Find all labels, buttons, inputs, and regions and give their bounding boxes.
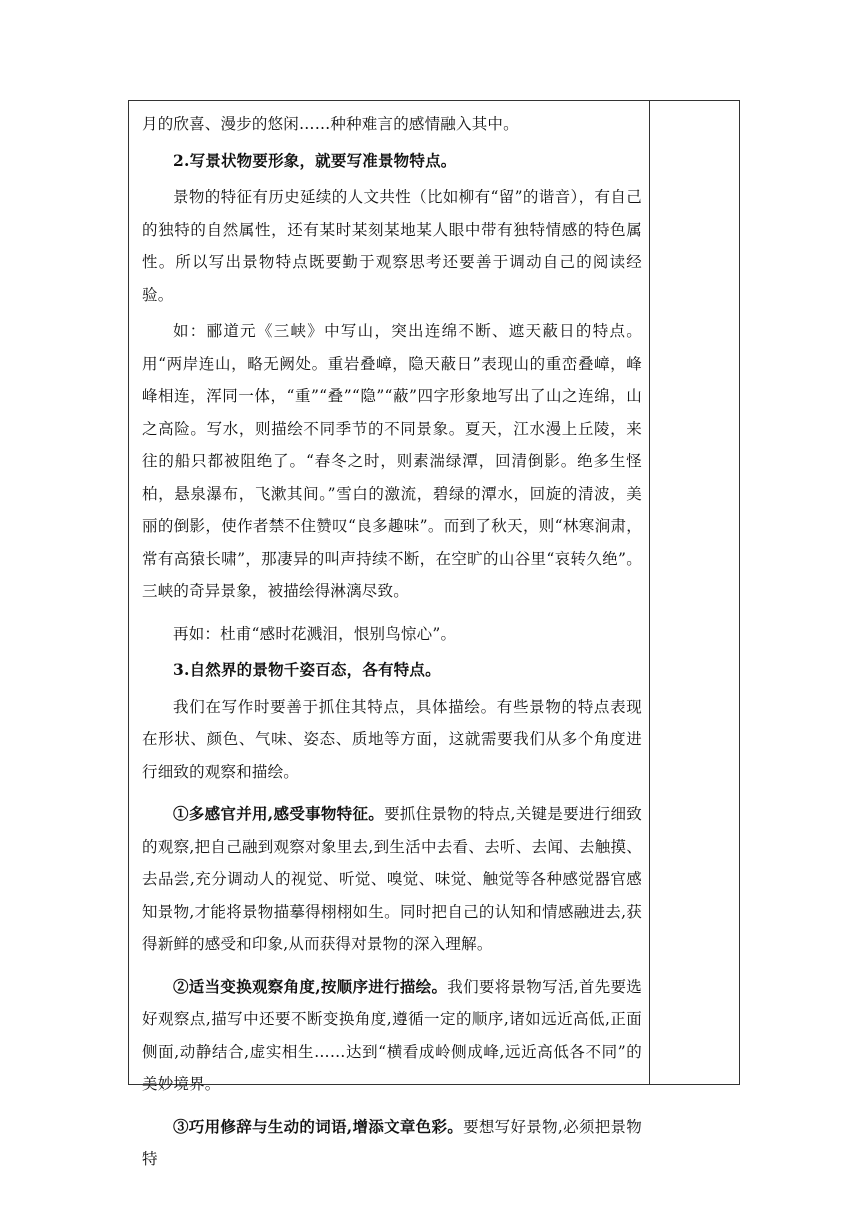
table-column-divider <box>649 100 650 1085</box>
paragraph-text: 我们在写作时要善于抓住其特点，具体描绘。有些景物的特点表现在形状、颜色、气味、姿态、质地等方面，这就需要我们从多个角度进行细致的观察和描绘。 <box>142 697 642 781</box>
paragraph-point-3 <box>142 1111 642 1176</box>
paragraph-text: 景物的特征有历史延续的人文共性（比如柳有“留”的谐音），有自己的独特的自然属性，还有某时某刻某地某人眼中带有独特情感的特色属性。所以写出景物特点既要勤于观察思考还要善于调动自己的阅读经验。 <box>142 188 642 304</box>
paragraph-text: 月的欣喜、漫步的悠闲……种种难言的感情融入其中。 <box>142 115 519 133</box>
paragraph-example-dufu <box>142 618 642 651</box>
heading-text: 3.自然界的景物千姿百态，各有特点。 <box>173 660 441 679</box>
paragraph-text: 要想写好景物,必须把景物特 <box>142 1117 642 1168</box>
paragraph-point-1 <box>142 798 642 961</box>
paragraph-continuation <box>142 108 642 141</box>
paragraph-text: 要抓住景物的特点,关键是要进行细致的观察,把自己融到观察对象里去,到生活中去看、去听、去闻、去触摸、去品尝,充分调动人的视觉、听觉、嗅觉、味觉、触觉等各种感觉器官感知景物,才能将景物描摹得栩栩如生。同时把自己的认知和情感融进去,获得新鲜的感受和印象,从而获得对景物的深入理解。 <box>142 805 642 953</box>
paragraph-point-2 <box>142 971 642 1101</box>
paragraph-example-sanxia <box>142 315 642 608</box>
paragraph-text: 再如：杜甫“感时花溅泪，恨别鸟惊心”。 <box>173 624 457 643</box>
paragraph-text: 如：郦道元《三峡》中写山，突出连绵不断、遮天蔽日的特点。用“两岸连山，略无阙处。重岩叠嶂，隐天蔽日”表现山的重峦叠嶂，峰峰相连，浑同一体，“重”“叠”“隐”“蔽”四字形象地写出了山之连绵，山之高险。写水，则描绘不同季节的不同景象。夏天，江水漫上丘陵，来往的船只都被阻绝了。“春冬之时，则素湍绿潭，回清倒影。绝多生怪柏，悬泉瀑布，飞漱其间。”雪白的激流，碧绿的潭水，回旋的清波，美丽的倒影，使作者禁不住赞叹“良多趣味”。而到了秋天，则“林寒涧肃，常有高猿长啸”，那凄异的叫声持续不断，在空旷的山谷里“哀转久绝”。三峡的奇异景象，被描绘得淋漓尽致。 <box>142 322 642 600</box>
point-title: ②适当变换观察角度,按顺序进行描绘。 <box>173 976 448 996</box>
heading-text: 2.写景状物要形象，就要写准景物特点。 <box>173 150 457 170</box>
paragraph-nature <box>142 691 642 789</box>
point-title: ③巧用修辞与生动的词语,增添文章色彩。 <box>173 1116 464 1136</box>
point-title: ①多感官并用,感受事物特征。 <box>173 804 385 823</box>
content-cell <box>142 108 642 1180</box>
paragraph-features <box>142 181 642 311</box>
paragraph-text: 我们要将景物写活,首先要选好观察点,描写中还要不断变换角度,遵循一定的顺序,诸如远近高低,正面侧面,动静结合,虚实相生……达到“横看成岭侧成峰,远近高低各不同”的美妙境界。 <box>142 977 642 1093</box>
heading-2 <box>142 145 642 178</box>
heading-3 <box>142 654 642 687</box>
